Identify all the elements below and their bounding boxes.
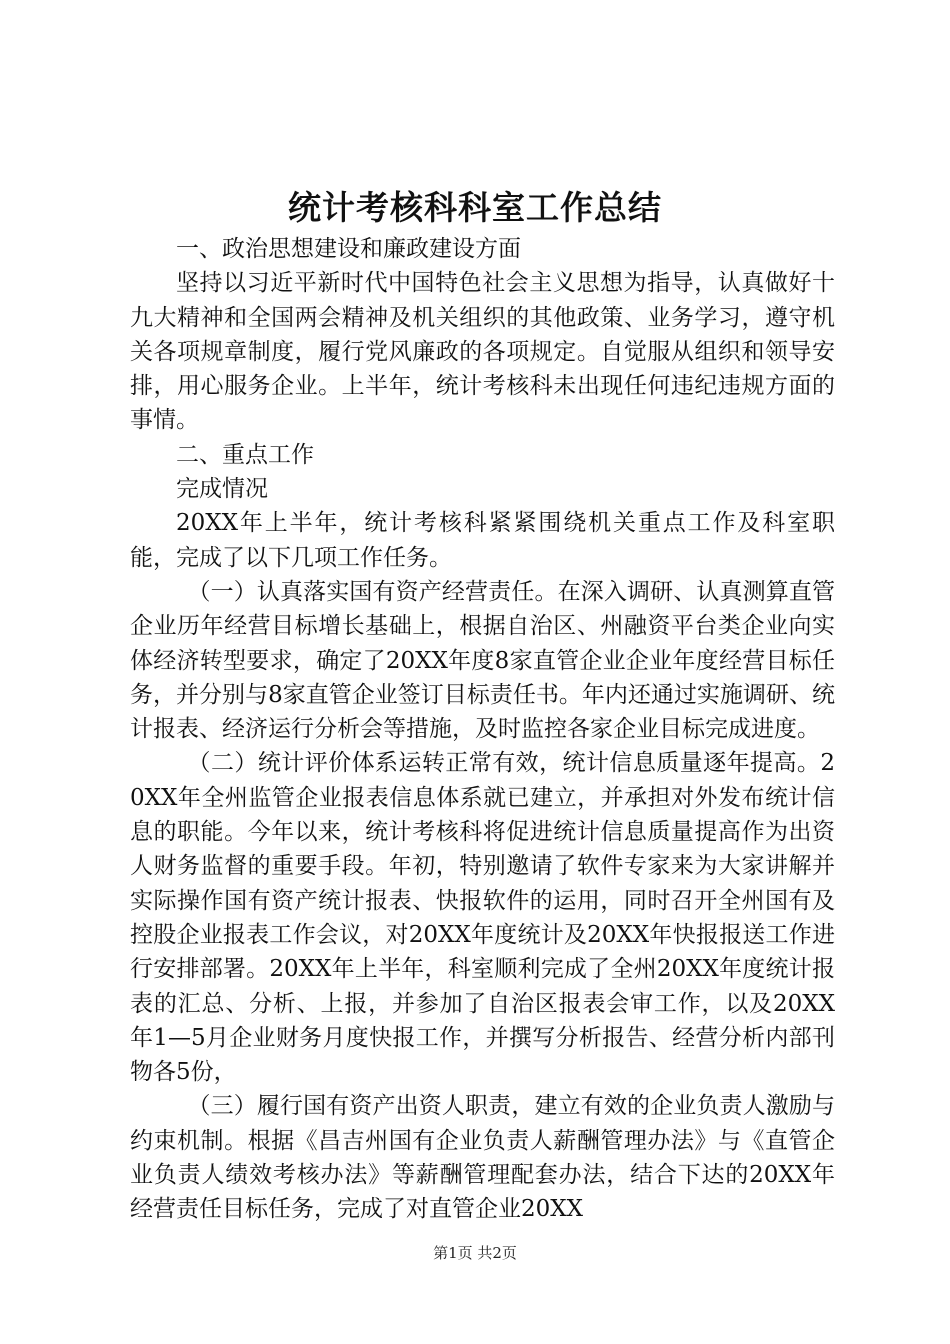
page-footer: 第1页 共2页 bbox=[433, 1244, 517, 1262]
section-heading-2: 二、重点工作 bbox=[176, 441, 314, 468]
section-heading-1: 一、政治思想建设和廉政建设方面 bbox=[176, 236, 521, 262]
subheading-completion: 完成情况 bbox=[176, 476, 268, 503]
paragraph-summary: 20XX年上半年，统计考核科紧紧围绕机关重点工作及科室职能，完成了以下几项工作任务。 bbox=[130, 510, 835, 571]
paragraph-item-2: （二）统计评价体系运转正常有效，统计信息质量逐年提高。20XX年全州监管企业报表信息体系就已建立，并承担对外发布统计信息的职能。今年以来，统计考核科将促进统计信息质量提高作为出资人财务监督的重要手段。年初，特别邀请了软件专家来为大家讲解并实际操作国有资产统计报表、快报软件的运用，同时召开全州国有及控股企业报表工作会议，对20XX年度统计及20XX年快报报送工作进行安排部署。20XX年上半年，科室顺利完成了全州20XX年度统计报表的汇总、分析、上报，并参加了自治区报表会审工作，以及20XX年1—5月企业财务月度快报工作，并撰写分析报告、经营分析内部刊物各5份， bbox=[130, 750, 835, 1086]
paragraph-item-3: （三）履行国有资产出资人职责，建立有效的企业负责人激励与约束机制。根据《昌吉州国有企业负责人薪酬管理办法》与《直管企业负责人绩效考核办法》等薪酬管理配套办法，结合下达的20XX年经营责任目标任务，完成了对直管企业20XX bbox=[130, 1093, 835, 1223]
document-body bbox=[130, 232, 835, 1227]
paragraph-item-1: （一）认真落实国有资产经营责任。在深入调研、认真测算直管企业历年经营目标增长基础上，根据自治区、州融资平台类企业向实体经济转型要求，确定了20XX年度8家直管企业企业年度经营目标任务，并分别与8家直管企业签订目标责任书。年内还通过实施调研、统计报表、经济运行分析会等措施，及时监控各家企业目标完成进度。 bbox=[130, 578, 835, 743]
document-title: 统计考核科科室工作总结 bbox=[288, 188, 662, 227]
paragraph-political: 坚持以习近平新时代中国特色社会主义思想为指导，认真做好十九大精神和全国两会精神及机关组织的其他政策、业务学习，遵守机关各项规章制度，履行党风廉政的各项规定。自觉服从组织和领导安排，用心服务企业。上半年，统计考核科未出现任何违纪违规方面的事情。 bbox=[130, 270, 835, 434]
